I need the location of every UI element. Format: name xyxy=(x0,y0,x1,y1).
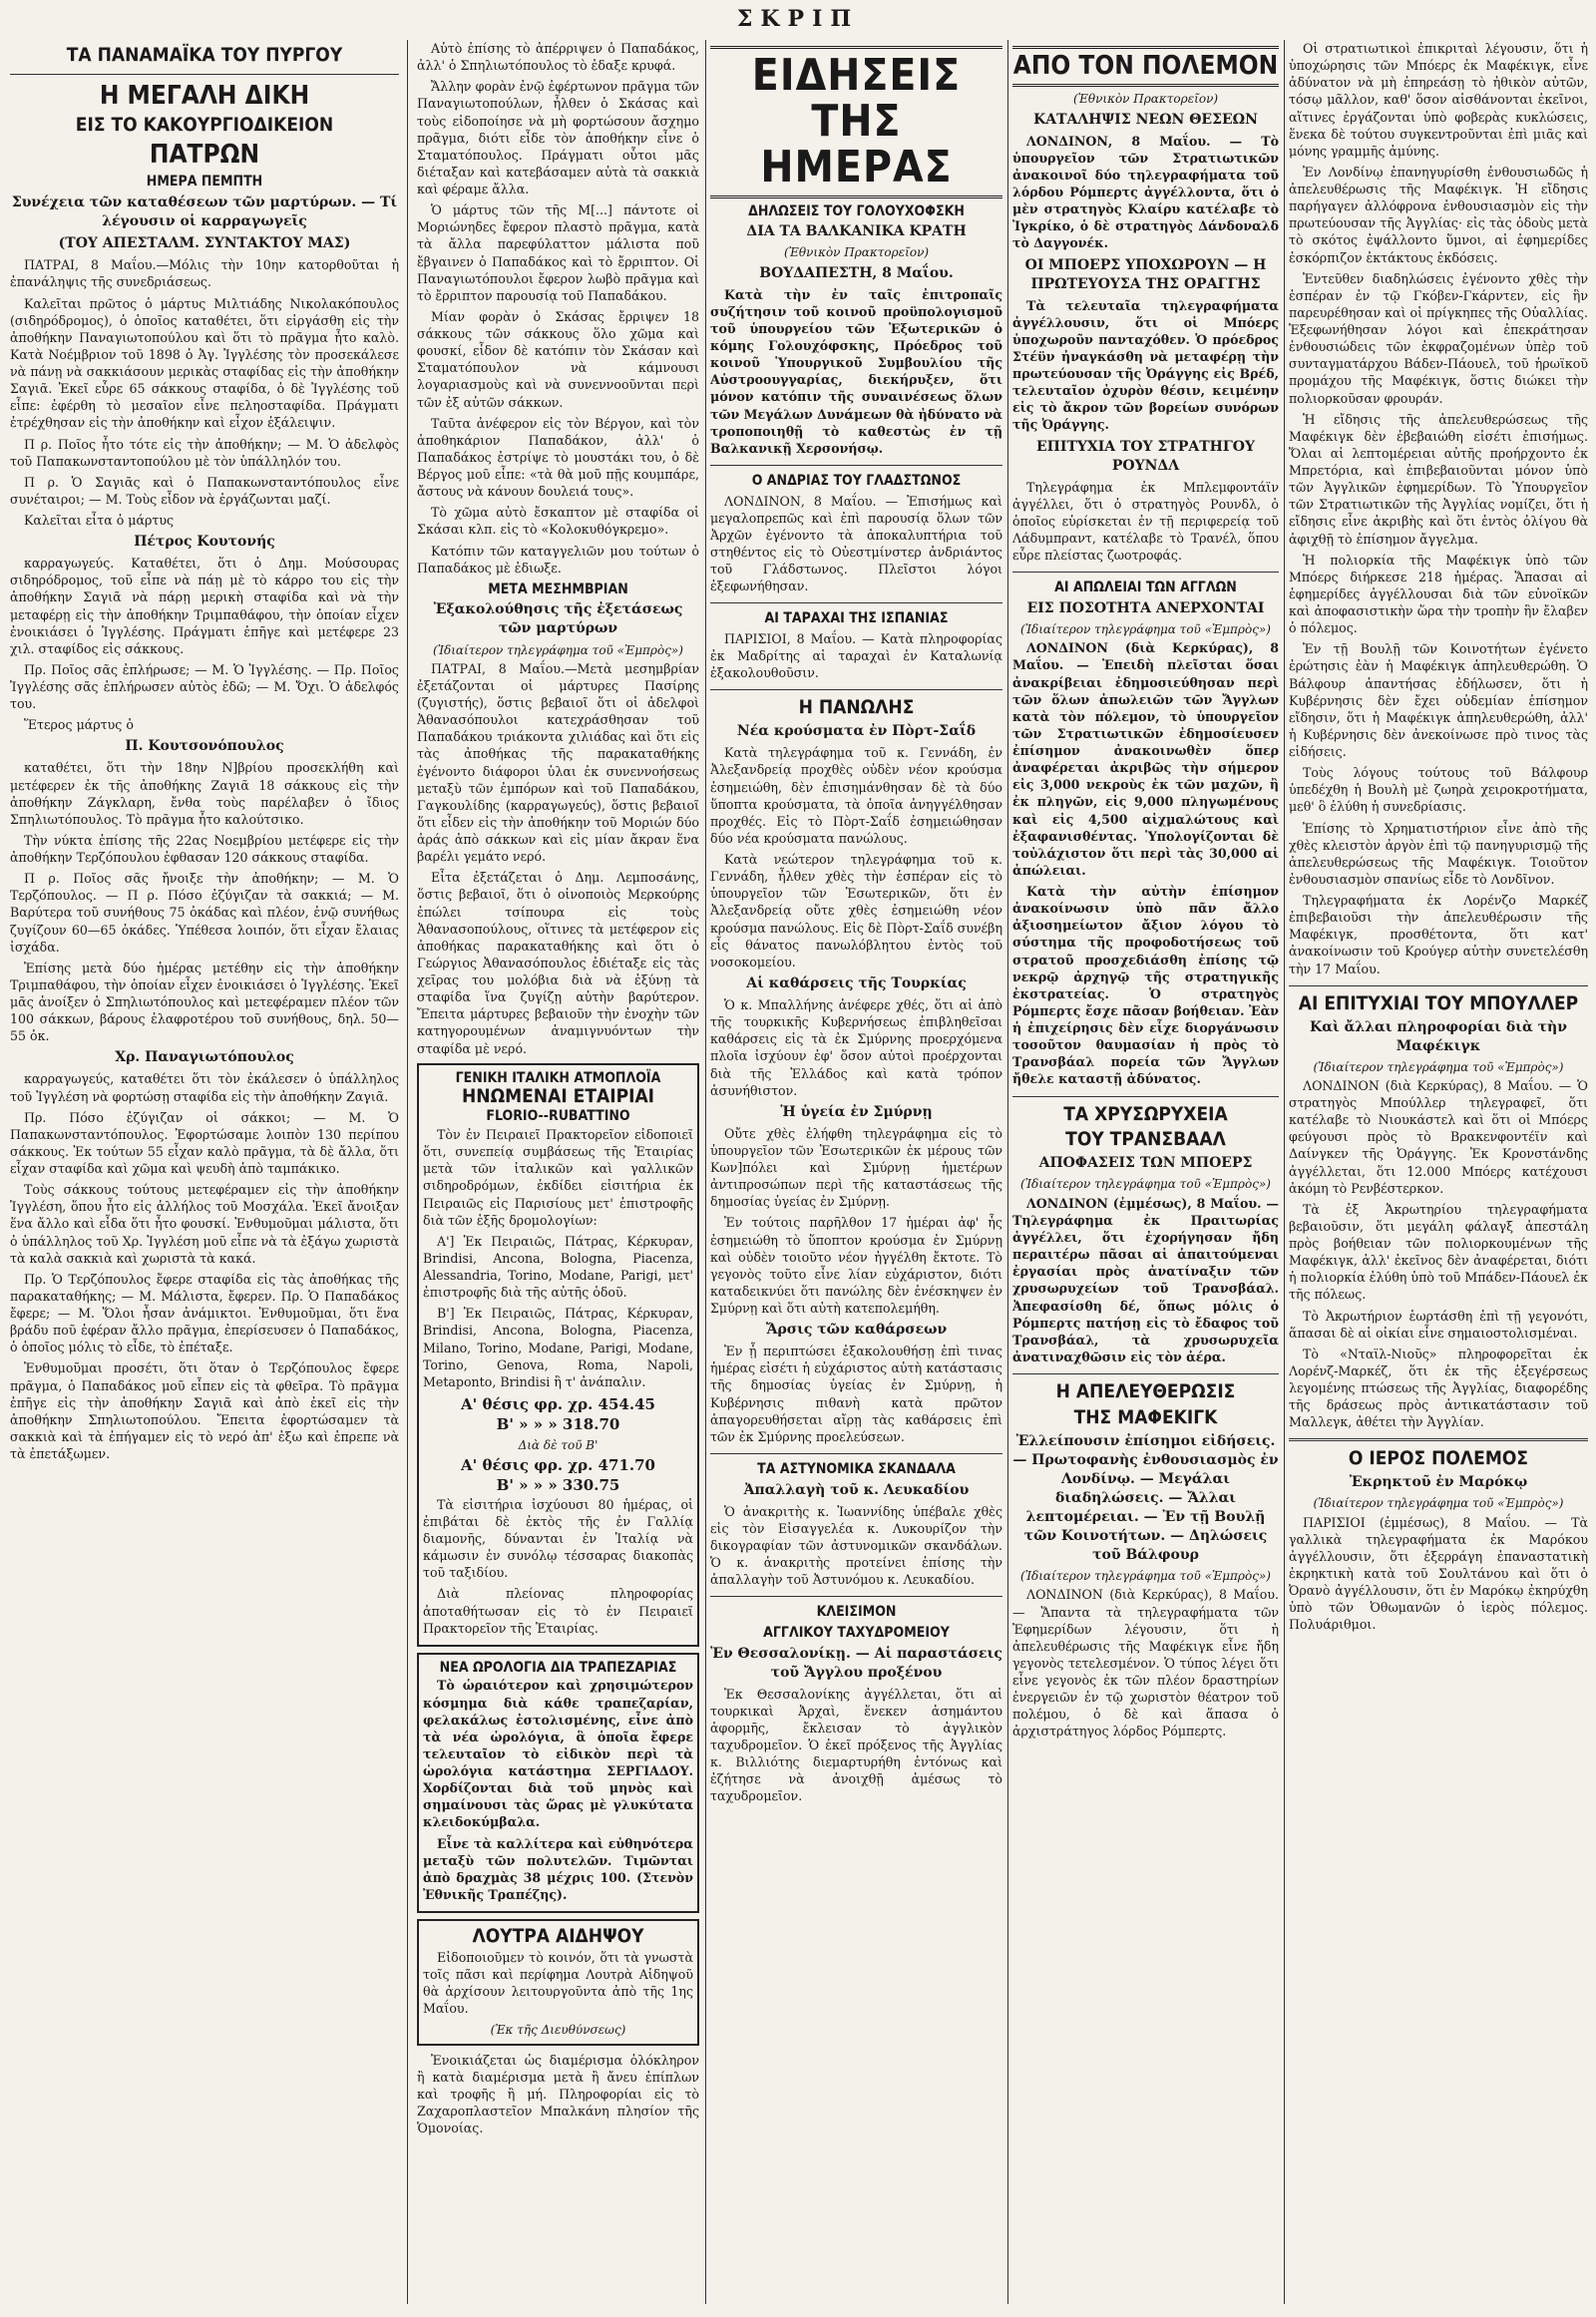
paragraph: Τὰ ἐξ Ἀκρωτηρίου τηλεγραφήματα βεβαιοῦσιν, ὅτι μεγάλη φάλαγξ ἀπεστάλη πρὸς βοήθειαν τῶν πολιορκουμένων τῆς Μαφέκιγκ, ἀλλ' ἐκεῖνος δὲν ἀναφέρεται, διότι ἡ πολιορκία ἐλύθη ὑπὸ τοῦ Μπάδεν-Πάουελ ἐκ τῆς πόλεως. xyxy=(1289,1201,1588,1303)
paragraph: Ἐν Λονδίνῳ ἐπανηγυρίσθη ἐνθουσιωδῶς ἡ ἀπελευθέρωσις τῆς Μαφέκιγκ. Ἡ εἴδησις παρήγαγεν ἀλλόφρονα ἐνθουσιασμὸν εἰς τὴν πρωτεύουσαν τῆς Ἀγγλίας· εἰς τὰς ὁδοὺς μετὰ τὸ σκότος ἐψάλλοντο ὕμνοι, αἱ ἐφημερίδες ἐσκόρπιζον ἐκτάκτους ἐκδόσεις. xyxy=(1289,164,1588,265)
subheading: (Ἰδιαίτερον τηλεγράφημα τοῦ «Ἐμπρὸς») xyxy=(1020,1569,1271,1584)
divider xyxy=(10,74,399,75)
headline: Η ΜΕΓΑΛΗ ΔΙΚΗ xyxy=(99,80,310,111)
paragraph: Ταῦτα ἀνέφερον εἰς τὸν Βέργον, καὶ τὸν ἀποθηκάριον Παπαδάκον, ἀλλ' ὁ Παπαδάκος ἐστρίψε τὸ μουστάκι του, ὁ δὲ Βέργος μοῦ εἶπε: «τὰ θὰ μοῦ πῇς κουμπάρε, ἄστους νὰ κάνουν δουλειά τους». xyxy=(417,415,699,500)
paragraph: Καλεῖται πρῶτος ὁ μάρτυς Μιλτιάδης Νικολακόπουλος (σιδηρόδρομος), ὁ ὁποῖος καταθέτει, ὅτι εἰργάσθη εἰς τὴν ἀποθήκην Παναγιωτοπούλου καὶ ὅτι τὸ πρᾶγμα ἦτο καλὸ. Κατὰ Νοέμβριον τοῦ 1898 ὁ Ἀγ. Ἰγγλέσης τὸν προσεκάλεσε νὰ πάνῃ νὰ σακκιάσουν μερικὰς σταφίδας εἰς τὴν ἀποθήκην Σαγιᾶ. Ἐκεῖ εὗρε 65 σάκκους σταφίδα, ὁ δὲ Ἰγγλέσης τοῦ εἶπε: ἐφέρθη τὸ μεσαῖον εἶνε πεληοσταφίδα. Πράγματι ἐτρέχθησαν εἰς τὴν ἀποθήκην καὶ εἶχον ἐξάλειψιν. xyxy=(10,295,399,431)
paragraph: καρραγωγεύς. Καταθέτει, ὅτι ὁ Δημ. Μούσουρας σιδηρόδρομος, τοῦ εἶπε νὰ πάῃ μὲ τὸ κάρρο του εἰς τὴν ἀποθήκην Σαγιᾶ νὰ πάρῃ μερικὴ σταφίδα καὶ νὰ τὴν μεταφέρῃ εἰς τὴν ἀποθήκην Τριμπαθάφου, τὴν ὁποίαν εἶχεν ἐνοικιάσει ὁ Ἰγγλέσης. Πράγματι ἐπῆγε καὶ μετέφερε 23 χιλ. σταφίδος εἰς σάκκους. xyxy=(10,556,399,656)
ad-headline: ΛΟΥΤΡΑ ΑΙΔΗΨΟΥ xyxy=(472,1925,644,1948)
subheading: (Ἰδιαίτερον τηλεγράφημα τοῦ «Ἐμπρὸς») xyxy=(1313,1496,1564,1511)
price-line: Β' » » » 318.70 xyxy=(496,1415,620,1434)
paragraph: Πρ. Ὁ Τερζόπουλος ἔφερε σταφίδα εἰς τὰς ἀποθήκας τῆς παρακαταθήκης; — Μ. Μάλιστα, ἔφερεν. Πρ. Ὁ Παπαδάκος ἔφερε; — Μ. Ὅλοι ἦσαν ἀνάμικτοι. Ἐνθυμοῦμαι, ὅτι ἕνα βράδυ ποῦ ἐφέραν ἄλλο πρᾶγμα, ἐπερίσευσεν ὁ Παπαδάκος, ὁ ὁποῖος μόλις τὸ εἶδε, τὸ ἐπέταξε. xyxy=(10,1271,399,1355)
headline: ΤΑ ΑΣΤΥΝΟΜΙΚΑ ΣΚΑΝΔΑΛΑ xyxy=(757,1460,956,1477)
witness-name: Π. Κουτσονόπουλος xyxy=(125,738,284,755)
price-line: Α' θέσις φρ. χρ. 471.70 xyxy=(461,1455,655,1474)
paragraph: Κατόπιν τῶν καταγγελιῶν μου τούτων ὁ Παπαδάκος μὲ ἐδιωξε. xyxy=(417,543,699,576)
paragraph: Ἐπίσης τὸ Χρηματιστήριον εἶνε ἀπὸ τῆς χθὲς κλειστὸν ἀργὸν ἐπὶ τῷ πανηγυρισμῷ τῆς ἀπελευθερώσεως τῆς Μαφέκιγκ. Τοιοῦτον ἐνθουσιασμὸν σπανίως εἶδε τὸ Λονδῖνον. xyxy=(1289,820,1588,887)
ad-headline: ΓΕΝΙΚΗ ΙΤΑΛΙΚΗ ΑΤΜΟΠΛΟΪΑ xyxy=(455,1069,661,1086)
paragraph: Τὴν νύκτα ἐπίσης τῆς 22ας Νοεμβρίου μετέφερε εἰς τὴν ἀποθήκην Τερζόπουλου ἑφθασαν 120 σάκκους σταφίδα. xyxy=(10,832,399,866)
subheading: Καὶ ἄλλαι πληροφορίαι διὰ τὴν Μαφέκιγκ xyxy=(1310,1018,1567,1054)
paragraph: Π ρ. Ποῖος ἦτο τότε εἰς τὴν ἀποθήκην; — Μ. Ὁ ἀδελφὸς τοῦ Παπακωνσταντοπούλου μὲ τὸν ὑπάλληλόν του. xyxy=(10,436,399,469)
dateline: ΒΟΥΔΑΠΕΣΤΗ, 8 Μαΐου. xyxy=(759,264,954,281)
paragraph: ΠΑΤΡΑΙ, 8 Μαΐου.—Μετὰ μεσημβρίαν ἐξετάζονται οἱ μάρτυρες Πασίρης (ζυγιστής), ὅστις βεβαιοῖ ὅτι οἱ ἀδελφοὶ Ἀθανασόπουλοι κατεχράσθησαν τοῦ Παπαδάκου τριάκοντα χιλιάδας καὶ ὅτι εἰς τὰς ἀποθήκας τῆς παρακαταθήκης ἐγένοντο διάφοροι ὑλαι ἐκ συνεννοήσεως μεταξὺ τῶν ἐμπόρων καὶ τοῦ Παπαδάκου, Γαγκουλίδης (καρραγωγεύς), ὅστις βεβαιοῖ ὅτι εἶδεν εἰς τὴν ἀποθήκην τοῦ Μοριών δύο ἀράς ἀπὸ σάκκων καὶ εἰς μίαν ἄκραν ἕνα βαρέλι γεμάτο νερό. xyxy=(417,660,699,865)
headline: ΑΙ ΑΠΩΛΕΙΑΙ ΤΩΝ ΑΓΓΛΩΝ xyxy=(1054,579,1237,596)
paragraph: Ἐν τῇ Βουλῇ τῶν Κοινοτήτων ἐγένετο ἐρώτησις ἐὰν ἡ Μαφέκιγκ ἀπηλευθερώθη. Ὁ Βάλφουρ ἀπαντήσας ἐδήλωσεν, ὅτι ἡ Κυβέρνησις δὲν ἔχει οὐδεμίαν ἐπίσημον εἴδησιν, ὅτι ἡ Μαφέκιγκ ἀπηλευθερώθη, ἀλλ' ἡ Κυβέρνησις δὲν ἀνεκοίνωσε πρὸ τινος τὰς εἰδήσεις. xyxy=(1289,641,1588,759)
paragraph: Κατὰ τηλεγράφημα τοῦ κ. Γεννάδη, ἐν Ἀλεξανδρείᾳ προχθὲς οὐδὲν νέον κρούσμα ἐσημειώθη, δὲν ἐπισημάνθησαν δὲ τὰ δύο ὕποπτα κρούσματα, τὰ ὁποῖα ἀνηγγέλθησαν προχθές. Εἰς τὸ Πὸρτ-Σαΐδ ἐσημειώθησαν δύο νέα κρούσματα πανώλους. xyxy=(710,745,1002,846)
divider xyxy=(710,602,1002,603)
paragraph: Ἐν τούτοις παρῆλθον 17 ἡμέραι ἀφ' ἧς ἐσημειώθη τὸ ὕποπτον κρούσμα ἐν Σμύρνῃ καὶ οὐδὲν τοιοῦτο νέον ἠγγέλθη ἔκτοτε. Τὸ γεγονὸς τοῦτο εἶνε λίαν εὐχάριστον, διότι καταδεικνύει ὅτι πανώλης δὲν ἐνέσκηψεν ἐν Σμύρνῃ καὶ ὅτι αὐτὴ κατεπολεμήθη. xyxy=(710,1215,1002,1317)
ad-headline: ΝΕΑ ΩΡΟΛΟΓΙΑ ΔΙΑ ΤΡΑΠΕΖΑΡΙΑΣ xyxy=(439,1659,677,1676)
headline: ΑΠΟ ΤΟΝ ΠΟΛΕΜΟΝ xyxy=(1012,46,1279,87)
paragraph: Ἐκ Θεσσαλονίκης ἀγγέλλεται, ὅτι αἱ τουρκικαὶ Ἀρχαὶ, ἕνεκεν ἀσημάντου ἀφορμῆς, ἔκλεισαν τὸ ἀγγλικὸν ταχυδρομεῖον. Ὁ ἐκεῖ πρόξενος τῆς Ἀγγλίας κ. Βιλλιότης διεμαρτυρήθη ἐντόνως καὶ ἐζήτησε νὰ ἀνοιχθῇ ἀμέσως τὸ ταχυδρομεῖον. xyxy=(710,1686,1002,1804)
subheading: Ἐλλείπουσιν ἐπίσημοι εἰδήσεις. — Πρωτοφανὴς ἐνθουσιασμὸς ἐν Λονδίνῳ. — Μεγάλαι διαδηλώσεις. — Ἄλλαι λεπτομέρειαι. — Ἐν τῇ Βουλῇ τῶν Κοινοτήτων. — Δηλώσεις τοῦ Βάλφουρ xyxy=(1012,1432,1279,1564)
paragraph: Ἡ πολιορκία τῆς Μαφέκιγκ ὑπὸ τῶν Μπόερς διήρκεσε 218 ἡμέρας. Ἅπασαι αἱ ἐφημερίδες ἀγγέλλουσαι διὰ τῶν εὐνοϊκῶν καὶ ἀποφασιστικὴν ὥρα τὴν τροπὴν ἣν ἔλαβεν ὁ πόλεμος. xyxy=(1289,552,1588,636)
paragraph: Κατὰ τὴν αὐτὴν ἐπίσημον ἀνακοίνωσιν ὑπὸ πᾶν ἄλλο ἀξιοσημείωτον ἄξιον λόγου τὸ σύστημα τῆς προφοδοτήσεως τοῦ στρατοῦ προσχεδιάσθη ἐπίσης τῷ νεκρῷ ἀρχηγῷ τῆς στρατηγικῆς ἐκστρατείας. Ὁ στρατηγὸς Ρόμπερτς ἔσχε πᾶσαν βοήθειαν. Ἐὰν ἡ ἐπιχείρησις δὲν εἶχε διοργάνωσιν τοσοῦτον θαυμασίαν ἡ πρὸς τὸ Τρανσβάαλ πορεία τῶν Ἄγγλων ἤθελε καταστῇ ἀδύνατος. xyxy=(1012,884,1279,1087)
paragraph: Τοὺς λόγους τούτους τοῦ Βάλφουρ ὑπεδέχθη ἡ Βουλὴ μὲ ζωηρὰ χειροκροτήματα, μεθ' ὃ ἐλύθη ἡ συνεδρίασις. xyxy=(1289,765,1588,815)
paragraph: Οἱ στρατιωτικοὶ ἐπικριταὶ λέγουσιν, ὅτι ἡ ὑποχώρησις τῶν Μπόερς ἐκ Μαφέκιγκ, εἶνε ἀδύνατον νὰ μὴ ἐπηρεάσῃ τὸ ἠθικὸν αὐτῶν, τόσῳ μᾶλλον, καθ' ὅσον αἰσθάνονται ἐκεῖνοι, αἵτινες ἐργάζονται ὑπὸ φοβερὰς κυκλώσεις, ἕνεκα δὲ τούτου συγκεντροῦνται ἐπὶ μιᾶς καὶ μόνης γραμμῆς ἀμύνης. xyxy=(1289,41,1588,159)
paragraph: Κατὰ νεώτερον τηλεγράφημα τοῦ κ. Γεννάδη, ἦλθεν χθὲς τὴν ἑσπέραν εἰς τὸ ὑπουργεῖον τῶν Ἐσωτερικῶν, ὅτι ἐν Ἀλεξανδρείᾳ οὔτε χθὲς ἐσημειώθη νέον κρούσμα πανώλους. Εἰς δὲ Πὸρτ-Σαΐδ συνέβη εἷς θάνατος πανωλόβλητου ἐντὸς τοῦ νοσοκομείου. xyxy=(710,852,1002,969)
headline: Η ΠΑΝΩΛΗΣ xyxy=(798,696,915,719)
paragraph: Ἡ εἴδησις τῆς ἀπελευθερώσεως τῆς Μαφέκιγκ δὲν ἐβεβαιώθη εἰσέτι ἐπισήμως. Ὅλαι αἱ λεπτομέρειαι αὐτῆς προήρχοντο ἐκ Μπρετόρια, καὶ ἐπιβεβαιοῦνται μόνον ὑπὸ τῶν Ἀγγλικῶν ἐφημερίδων. Τὸ Ὑπουργεῖον τῶν Στρατιωτικῶν τῆς Ἀγγλίας νομίζει, ὅτι ἡ εἴδησις εἶνε ἀκριβὴς καὶ ὅτι ἐντὸς ὀλίγου θὰ ἀφιχθῇ τὸ ἐπίσημον ἄγγελμα. xyxy=(1289,411,1588,547)
subheading: (Ἐθνικὸν Πρακτορεῖον) xyxy=(783,245,930,260)
paragraph: Ἐνθυμοῦμαι προσέτι, ὅτι ὅταν ὁ Τερζόπουλος ἔφερε πρᾶγμα, ὁ Παπαδάκος μοῦ εἶπεν εἰς τὰ φθεῖρα. Τὸ πρᾶγμα ἐπῆγε εἰς τὴν ἀποθήκην Σαγιᾶ καὶ ἀπὸ ἐκεῖ εἰς τὴν ἀποθήκην Σπηλιωτοπούλου. Ἔπειτα ἐφορτώσαμεν τὰ σακκιὰ καὶ τὰ ἐπήγαμεν εἰς τὸ νερό ἀπ' ἐξω καὶ ἐπρεπε νὰ τὰ ἐπετάξωμεν. xyxy=(10,1360,399,1462)
divider xyxy=(710,1596,1002,1597)
headline: ΑΓΓΛΙΚΟΥ ΤΑΧΥΔΡΟΜΕΙΟΥ xyxy=(763,1624,950,1641)
subheading: Διὰ δὲ τοῦ Β' xyxy=(518,1437,598,1452)
paragraph: Καλεῖται εἶτα ὁ μάρτυς xyxy=(24,513,175,528)
column-3 xyxy=(710,40,1002,2304)
ad-headline: FLORIO--RUBATTINO xyxy=(486,1108,630,1125)
subheading: (Ἰδιαίτερον τηλεγράφημα τοῦ «Ἐμπρὸς») xyxy=(1313,1059,1564,1074)
paragraph: ΠΑΤΡΑΙ, 8 Μαΐου.—Μόλις τὴν 10ην κατορθοῦται ἡ ἐπανάληψις τῆς συνεδριάσεως. xyxy=(10,257,399,290)
divider xyxy=(1289,985,1588,986)
paragraph: ΛΟΝΔΙΝΟΝ (διὰ Κερκύρας), 8 Μαΐου. — Ἅπαντα τὰ τηλεγραφήματα τῶν Ἐφημερίδων λέγουσιν, ὅτι ἡ ἀπελευθέρωσις τῆς Μαφέκιγκ εἶνε ἤδη γεγονὸς τετελεσμένον. Ὁ τύπος λέγει ὅτι εἶνε γεγονὸς ἐκ τῶν πλέον δραστηρίων ἐνεργειῶν ἐν τῷ χωριστὸν θέατρον τοῦ πολέμου, ὁ δὲ καὶ ἅπασα ὁ ἀρχιστράτηγος λόρδος Ρόμπερτς. xyxy=(1012,1587,1279,1739)
headline: ΚΛΕΙΣΙΜΟΝ xyxy=(816,1604,897,1621)
subheading: Ἐξακολούθησις τῆς ἐξετάσεως τῶν μαρτύρων xyxy=(433,601,683,637)
paragraph: Τηλεγράφημα ἐκ Μπλεμφοντάϊν ἀγγέλλει, ὅτι ὁ στρατηγὸς Ρουνδλ, ὁ ὁποῖος εὑρίσκεται ἐν τῇ περιφερείᾳ τοῦ Λάδυμπραντ, κατέλαβε τὸ Τρανέλ, ὅπου εὗρε πλείστας ζωοτροφάς. xyxy=(1012,479,1279,564)
advertisement xyxy=(417,1063,699,1647)
headline: ΤΟΥ ΤΡΑΝΣΒΑΑΛ xyxy=(1065,1128,1226,1151)
column-2 xyxy=(417,40,699,2304)
subheading: Συνέχεια τῶν καταθέσεων τῶν μαρτύρων. — Τί λέγουσιν οἱ καρραγωγεῖς xyxy=(11,194,398,230)
headline: ΜΕΤΑ ΜΕΣΗΜΒΡΙΑΝ xyxy=(488,580,628,597)
divider xyxy=(1289,1438,1588,1441)
paragraph: ΛΟΝΔΙΝΟΝ (ἐμμέσως), 8 Μαΐου. — Τηλεγράφημα ἐκ Πραιτωρίας ἀγγέλλει, ὅτι ἐχορήγησαν ἤδη περαιτέρω πᾶσαι αἱ ἀπαιτούμεναι ἐργασίαι πρὸς ἀνατίναξιν τῶν χρυσωρυχείων τοῦ Τρανσβάαλ. Ἀπεφασίσθη δέ, ὅπως μόλις ὁ Ρόμπερτς πατήσῃ εἰς τὸ ἔδαφος τοῦ Τρανσβάαλ, τὰ χρυσωρυχεῖα ἀνατιναχθῶσιν εἰς τὸν ἀέρα. xyxy=(1012,1195,1279,1364)
headline: ΤΗΣ ΜΑΦΕΚΙΓΚ xyxy=(1073,1405,1218,1428)
subheading: ΕΙΣ ΠΟΣΟΤΗΤΑ ΑΝΕΡΧΟΝΤΑΙ xyxy=(1026,599,1265,616)
headline: Η ΑΠΕΛΕΥΘΕΡΩΣΙΣ xyxy=(1055,1380,1236,1403)
divider xyxy=(1012,1373,1279,1374)
divider xyxy=(710,689,1002,690)
paragraph: Τὸ ὡραιότερον καὶ χρησιμώτερον κόσμημα διὰ κάθε τραπεζαρίαν, φελακάλως ἐστολισμένης, εἶνε ἀπὸ τὰ νέα ὡρολόγια, ἃ ὁποῖα ἔφερε τελευταῖον τὸ εἰδικὸν περὶ τὰ ὡρολόγια κατάστημα ΣΕΡΓΙΑΔΟΥ. Χορδίζονται διὰ τοῦ μηνὸς καὶ σημαίνουσι τὰς ὥρας μὲ γλυκύτατα κλειδοκύμβαλα. xyxy=(423,1678,693,1830)
subheading: Αἱ καθάρσεις τῆς Τουρκίας xyxy=(746,974,967,991)
paragraph: ΠΑΡΙΣΙΟΙ, 8 Μαΐου. — Κατὰ πληροφορίας ἐκ Μαδρίτης αἱ ταραχαὶ ἐν Καταλωνίᾳ ἐξακολουθοῦσιν. xyxy=(710,631,1002,681)
column-5 xyxy=(1289,40,1588,2304)
paragraph: Διὰ πλείονας πληροφορίας ἀποταθήτωσαν εἰς τὸ ἐν Πειραιεῖ Πρακτορεῖον τῆς Ἑταιρίας. xyxy=(423,1586,693,1636)
masthead: ΣΚΡΙΠ xyxy=(736,6,860,32)
subheading: Ἄρσις τῶν καθάρσεων xyxy=(765,1322,948,1339)
column-1 xyxy=(10,40,399,2304)
paragraph: ΛΟΝΔΙΝΟΝ, 8 Μαΐου. — Τὸ ὑπουργεῖον τῶν Στρατιωτικῶν ἀνακοινοῖ δύο τηλεγραφήματα τοῦ λόρδου Ρόμπερτς ἀγγέλλοντα, ὅτι ὁ μὲν στρατηγὸς Κλαίρυ κατέλαβε τὸ Ἰγκρίκο, ὁ δὲ στρατηγὸς Δάνδοναλδ τὸ Δαγγονέκ. xyxy=(1012,133,1279,251)
paragraph: Ἐπίσης μετὰ δύο ἡμέρας μετέθην εἰς τὴν ἀποθήκην Τριμπαθάφου, τὴν ὁποίαν εἶχεν ἐνοικιάσει ὁ Ἰγγλέσης. Ἐκεῖ μᾶς ἀνοίξεν ὁ Σπηλιωτόπουλος καὶ μετεφέραμεν πλέον τῶν 100 σάκκων, βάρους ἐλαφροτέρου τοῦ συνήθους, δηλ. 50—55 ὀκ. xyxy=(10,960,399,1044)
paragraph: Μίαν φορὰν ὁ Σκάσας ἔρριψεν 18 σάκκους τῶν σάκκους ὅλο χῶμα καὶ φουσκί, εἶδον δὲ κατόπιν τὸν Σκάσαν καὶ Σταματόπουλον νὰ κάμνουσι λογαριασμοὺς καὶ νὰ συνεννοοῦνται περὶ τῶν ἐξ αὐτῶν σάκκων. xyxy=(417,308,699,410)
column-divider xyxy=(705,40,706,2304)
paragraph: Π ρ. Ποῖος σᾶς ἤνοιξε τὴν ἀποθήκην; — Μ. Ὁ Τερζόπουλος. — Π ρ. Πόσο ἐζύγιζαν τὰ σακκιά; — Μ. Βαρύτερα τοῦ συνήθους 75 ὀκάδας καὶ πλέον, ἐνῷ συνήθως ζυγίζουν 60—65 ὀκάδες. Ὑπέθεσα λοιπόν, ὅτι εἶχαν ἔλαιας ἰσχάδα. xyxy=(10,871,399,955)
paragraph: Β'] Ἐκ Πειραιῶς, Πάτρας, Κέρκυραν, Brindisi, Ancona, Bologna, Piacenza, Milano, Torino, Modane, Parigi, Modane, Torino, Genova, Roma, Napoli, Metaponto, Brindisi ἢ τ' ἀνάπαλιν. xyxy=(423,1306,693,1389)
headline: ΔΗΛΩΣΕΙΣ ΤΟΥ ΓΟΛΟΥΧΟΦΣΚΗ xyxy=(748,202,965,219)
headline: Ο ΑΝΔΡΙΑΣ ΤΟΥ ΓΛΑΔΣΤΩΝΟΣ xyxy=(751,472,962,489)
paragraph: Εἰδοποιοῦμεν τὸ κοινόν, ὅτι τὰ γνωστὰ τοῖς πᾶσι καὶ περίφημα Λουτρὰ Αἰδηψοῦ θὰ ἀρχίσουν λειτουργοῦντα ἀπὸ τῆς 1ης Μαΐου. xyxy=(423,1950,693,2017)
paragraph: Ἐν ᾗ περιπτώσει ἐξακολουθήσῃ ἐπὶ τινας ἡμέρας εἰσέτι ἡ εὐχάριστος αὐτὴ κατάστασις τῆς δημοσίας ὑγείας ἐν Σμύρνῃ, ἡ Κυβέρνησις πιθανὴ κατὰ πρῶτον ἀπαγορευθήσεται αἴρῃ τὰς καθάρσεις ἐπὶ τῶν ἐκ Σμύρνης προελεύσεων. xyxy=(710,1344,1002,1444)
subheading: Ἀπαλλαγὴ τοῦ κ. Λευκαδίου xyxy=(743,1481,970,1498)
divider xyxy=(1012,1096,1279,1097)
paragraph: Οὔτε χθὲς ἐλήφθη τηλεγράφημα εἰς τὸ ὑπουργεῖον τῶν Ἐσωτερικῶν ἐκ μέρους τῶν Κων]πόλει καὶ Σμύρνῃ ἡμετέρων ἀντιπροσώπων περὶ τῆς καταστάσεως τῆς δημοσίας ὑγείας ἐν Σμύρνῃ. xyxy=(710,1125,1002,1210)
subheading: (Ἰδιαίτερον τηλεγράφημα τοῦ «Ἐμπρὸς») xyxy=(433,642,683,657)
paragraph: Κατὰ τὴν ἐν ταῖς ἐπιτροπαῖς συζήτησιν τοῦ κοινοῦ προϋπολογισμοῦ τοῦ ὑπουργείου τῶν Ἐξωτερικῶν ὁ κόμης Γολουχόφσκης, Πρόεδρος τοῦ κοινοῦ Ὑπουργικοῦ Συμβουλίου τῆς Αὐστροουγγαρίας, διεκήρυξεν, ὅτι μόνον κατόπιν τῆς συναινέσεως ὅλων τῶν Μεγάλων Δυνάμεων θὰ ἠδύνατο νὰ τροποποιηθῇ τὸ καθεστὼς ἐν τῇ Βαλκανικῇ Χερσονήσῳ. xyxy=(710,286,1002,456)
price-line: Α' θέσις φρ. χρ. 454.45 xyxy=(461,1394,655,1413)
advertisement xyxy=(417,1653,699,1913)
paragraph: Ἕτερος μάρτυς ὁ xyxy=(24,717,134,733)
column-divider xyxy=(407,40,408,2304)
paragraph: καρραγωγεύς, καταθέτει ὅτι τὸν ἐκάλεσεν ὁ ὑπάλληλος τοῦ Ἰγγλέση νὰ φορτώσῃ σταφίδα εἰς τὴν ἀποθήκην Ζαγιᾶ. xyxy=(10,1071,399,1104)
paragraph: Ὁ ἀνακριτὴς κ. Ἰωαννίδης ὑπέβαλε χθὲς εἰς τὸν Εἰσαγγελέα κ. Λυκουρίζον τὴν δικογραφίαν τῶν ἀστυνομικῶν σκανδάλων. Ὁ κ. ἀνακριτὴς προτείνει ἐπίσης τὴν ἀπαλλαγὴν τοῦ Ἀστυνόμου κ. Λευκαδίου. xyxy=(710,1503,1002,1588)
subheading: (Ἐθνικὸν Πρακτορεῖον) xyxy=(1072,92,1219,107)
subheading: (Ἰδιαίτερον τηλεγράφημα τοῦ «Ἐμπρὸς») xyxy=(1020,1177,1271,1192)
paragraph: ΛΟΝΔΙΝΟΝ (διὰ Κερκύρας), 8 Μαΐου. — Ἐπειδὴ πλεῖσται ὅσαι ἀνακρίβειαι ἐδημοσιεύθησαν περὶ τῶν ὅλων ἀπωλειῶν τῶν Ἄγγλων κατὰ τὸν πόλεμον, τὸ ὑπουργεῖον τῶν Στρατιωτικῶν ἐδημοσίευσεν ἐπίσημον ἀνακοινωθὲν ὅπερ ἀναφέρεται ἀκριβῶς τὴν σήμερον εἰς 3,000 νεκροὺς ἐκ τῶν μαχῶν, ἢ ἐκ πληγῶν, εἰς 9,000 πληγωμένους καὶ εἰς 4,500 αἰχμαλώτους καὶ ἐξαφανισθέντας. Ὑπολογίζονται δὲ τοὐλάχιστον ὅτι περὶ τὰς 30,000 αἱ ἀπώλειαι. xyxy=(1012,640,1279,878)
subheading: Ἐκρηκτοῦ ἐν Μαρόκῳ xyxy=(1349,1474,1528,1491)
column-divider xyxy=(1007,40,1008,2304)
paragraph: Εἶνε τὰ καλλίτερα καὶ εὐθηνότερα μεταξὺ τῶν πολυτελῶν. Τιμῶνται ἀπὸ δραχμὰς 38 μέχρις 100. (Στενὸν Ἐθνικῆς Τραπέζης). xyxy=(423,1835,693,1902)
headline: ΤΑ ΠΑΝΑΜΑΪΚΑ ΤΟΥ ΠΥΡΓΟΥ xyxy=(66,44,343,66)
divider xyxy=(710,1453,1002,1454)
paragraph: Τὰ τελευταῖα τηλεγραφήματα ἀγγέλλουσιν, ὅτι οἱ Μπόερς ὑποχωροῦν πανταχόθεν. Ὁ πρόεδρος Στέϋν ἠναγκάσθη νὰ μεταφέρῃ τὴν πρωτεύουσαν τῆς Ὀράγγης εἰς Βρέδ, τελευταῖον ὀχυρὸν θέσιν, κειμένην εἰς τὸ ἄκρον τῶν βορείων συνόρων τῆς Ὀράγγης. xyxy=(1012,297,1279,433)
subheading: Ἡ ὑγεία ἐν Σμύρνῃ xyxy=(780,1103,933,1120)
headline: Ο ΙΕΡΟΣ ΠΟΛΕΜΟΣ xyxy=(1348,1447,1529,1470)
paragraph: Τοὺς σάκκους τούτους μετεφέραμεν εἰς τὴν ἀποθήκην Ἰγγλέση, ὅπου ἦτο εἰς ἀλλήλος τοῦ Μοσχάλα. Ἐκεῖ ἄνοιξαν ἕνα ἄλλο καὶ εἶδα ὅτι ἦτο φουσκί. Ἐνθυμοῦμαι μάλιστα, ὅτι ὁ ὑπάλληλος τοῦ Χρ. Ἰγγλέση μοῦ εἶπε νὰ τὰ ἐξάγω χωριστὰ τὰ καλὰ σακκιὰ καὶ χωριστὰ τὰ κακά. xyxy=(10,1182,399,1266)
paragraph: Ἄλλην φορὰν ἐνῷ ἐφέρτωνον πρᾶγμα τῶν Παναγιωτοπούλων, ἦλθεν ὁ Σκάσας καὶ τοὺς εἰδοποίησε νὰ μὴ φορτώσουν ἄσχημο πρᾶγμα, διότι εἶδε τὸν ἀποθήκην εἶνε ὁ Σταματόπουλος. Πράγματι οὗτοι μᾶς διέταξαν καὶ κατεβάσαμεν αὐτὰ τὰ σακκιὰ καὶ φέραμε ἄλλα. xyxy=(417,79,699,196)
paragraph: Ὁ κ. Μπαλλήνης ἀνέφερε χθές, ὅτι αἱ ἀπὸ τῆς τουρκικῆς Κυβερνήσεως ἐπιβληθεῖσαι καθάρσεις εἰς τὰ ἐκ Σμύρνης προερχόμενα πλοῖα ἰσχύουν ἐφ' ὅσον αὐτοὶ προέρχονται διὰ τῆς Ἑλλάδος καὶ κατὰ τρόπον ἀσυνήθιστον. xyxy=(710,997,1002,1098)
paragraph: Α'] Ἐκ Πειραιῶς, Πάτρας, Κέρκυραν, Brindisi, Ancona, Bologna, Piacenza, Alessandria, Torino, Modane, Parigi, μετ' ἐπιστροφῆς διὰ τῆς αὐτῆς ὁδοῦ. xyxy=(423,1233,693,1301)
paragraph: Τηλεγραφήματα ἐκ Λορένζο Μαρκέζ ἐπιβεβαιοῦσι τὴν ἀπελευθέρωσιν τῆς Μαφέκιγκ, προσθέτοντα, ὅτι κατ' ἀνακοίνωσιν τοῦ Κρούγερ αὐτὴν συνετελέσθη τὴν 17 Μαΐου. xyxy=(1289,893,1588,976)
paragraph: Τὸν ἐν Πειραιεῖ Πρακτορεῖον εἰδοποιεῖ ὅτι, συνεπείᾳ συμβάσεως τῆς Ἑταιρίας μετὰ τῶν ἰταλικῶν καὶ γαλλικῶν σιδηροδρόμων, ἐκδίδει εἰσιτήρια ἐκ Πειραιῶς εἰς Παρισίους μετ' ἐπιστροφῆς διὰ τῶν ἑξῆς δρομολογίων: xyxy=(423,1127,693,1228)
divider xyxy=(1012,572,1279,573)
headline: ΠΑΤΡΩΝ xyxy=(149,140,260,171)
signature: (Ἐκ τῆς Διευθύνσεως) xyxy=(490,2022,626,2037)
headline: ΤΑ ΧΡΥΣΩΡΥΧΕΙΑ xyxy=(1063,1102,1228,1125)
paragraph: ΠΑΡΙΣΙΟΙ (ἐμμέσως), 8 Μαΐου. — Τὰ γαλλικὰ τηλεγραφήματα ἐκ Μαρόκου ἀγγέλλουσιν, ὅτι ἐξερράγη ἐπαναστατικὴ ἐκρηκτικὴ κατὰ τοῦ Σουλτάνου καὶ ὅτι ὁ Ὀρανὸ ἀγγέλλουσιν, ὅτι ἐν Μαρόκῳ ἐκηρύχθη ὑπὸ τῶν Ὀθωμανῶν ὁ ἱερὸς πόλεμος. Πολυάριθμοι. xyxy=(1289,1514,1588,1633)
paragraph: Τὰ εἰσιτήρια ἰσχύουσι 80 ἡμέρας, οἱ ἐπιβάται δὲ ἐκτὸς τῆς ἐν Γαλλίᾳ διαμονῆς, δύνανται ἐν Ἰταλίᾳ νὰ κάμωσιν ἐν συνόλῳ τέσσαρας διακοπὰς τοῦ ταξιδίου. xyxy=(423,1496,693,1581)
column-4 xyxy=(1012,40,1279,2304)
subheading: ΕΠΙΤΥΧΙΑ ΤΟΥ ΣΤΡΑΤΗΓΟΥ ΡΟΥΝΔΛ xyxy=(1036,438,1255,474)
subheading: Νέα κρούσματα ἐν Πὸρτ-Σαΐδ xyxy=(736,723,977,740)
paragraph: Τὸ χῶμα αὐτὸ ἔσκαπτον μὲ σταφίδα οἱ Σκάσαι κλπ. εἰς τὸ «Κολοκυθόγκρεμο». xyxy=(417,505,699,538)
subheading: Ἐν Θεσσαλονίκῃ. — Αἱ παραστάσεις τοῦ Ἄγγλου προξένου xyxy=(710,1645,1002,1681)
price-line: Β' » » » 330.75 xyxy=(496,1476,620,1495)
headline: ΑΙ ΕΠΙΤΥΧΙΑΙ ΤΟΥ ΜΠΟΥΛΛΕΡ xyxy=(1298,991,1579,1014)
witness-name: Χρ. Παναγιωτόπουλος xyxy=(115,1049,294,1066)
subheading: ΑΠΟΦΑΣΕΙΣ ΤΩΝ ΜΠΟΕΡΣ xyxy=(1038,1155,1253,1172)
paragraph: Ἐντεῦθεν διαδηλώσεις ἐγένοντο χθὲς τὴν ἑσπέραν ἐν τῷ Γκόβεν-Γκάρντεν, εἰς ἣν παρευρέθησαν καὶ οἱ πρίγκηπες τῆς Οὐαλλίας. Ἐξεφωνήθησαν λόγοι καὶ ἐπεκράτησαν ἐνθουσιώδεις τῶν ἐκφραζομένων ὑπὲρ τοῦ συνταγματάρχου Βάδεν-Πάουελ, τοῦ ἡρωϊκοῦ προμάχου τῆς Μαφέκιγκ, ὅστις διώκει τὴν πολιορκοῦσαν φρουράν. xyxy=(1289,270,1588,406)
paragraph: Ὁ μάρτυς τῶν τῆς Μ[...] πάντοτε οἱ Μοριώνηδες ἔφερον πλαστὸ πρᾶγμα, κατὰ τὰ ἄλλα παρεφύλαττον μάλιστα ποῦ ἔβγαινεν ὁ Παπαδάκος καὶ τὸ ἔρριπτον. Οἱ Παναγιωτόπουλοι ἔφερον λωβὸ πρᾶγμα καὶ τὸ ἔρριπτον παρουσίᾳ τοῦ Παπαδάκου. xyxy=(417,202,699,303)
witness-name: Πέτρος Κουτονής xyxy=(134,534,275,551)
paragraph: ΛΟΝΔΙΝΟΝ, 8 Μαΐου. — Ἐπισήμως καὶ μεγαλοπρεπῶς καὶ ἐπὶ παρουσίᾳ ὅλων τῶν Ἀρχῶν ἐγένοντο τὰ ἀποκαλυπτήρια τοῦ στηθέντος εἰς τὸ Οὐεστμίνστερ ἀνδριάντος τοῦ Γλάδστωνος. Πλεῖστοι λόγοι ἐξεφωνήθησαν. xyxy=(710,493,1002,594)
advertisement xyxy=(417,1919,699,2046)
subheading: ΚΑΤΑΛΗΨΙΣ ΝΕΩΝ ΘΕΣΕΩΝ xyxy=(1033,111,1258,128)
subheading: ΔΙΑ ΤΑ ΒΑΛΚΑΝΙΚΑ ΚΡΑΤΗ xyxy=(746,223,967,240)
paragraph: Εἶτα ἐξετάζεται ὁ Δημ. Λεμποσάνης, ὅστις βεβαιοῖ, ὅτι ὁ οἰνοποιὸς Μερκούρης ἐπώλει τσίπουρα εἰς τοὺς Ἀθανασοπούλους, οἵτινες τὰ μετέφερον εἰς ἀποθήκας παρακαταθήκης καὶ ὅτι ὁ Γεώργιος Ἀθανασόπουλος ἐδιέταξε εἰς τὰς χεῖρας του μολόβια διὰ νὰ ἐξύνῃ τὰ σταφίδα ἵνα ζυγίζῃ αὐτὴν βαρύτερον. Ἔπειτα μάρτυρες βεβαιοῦν τὴν ἐνοχὴν τῶν κατηγορουμένων ἀναμιγνυόντων τὴν σταφίδα μὲ νερό. xyxy=(417,870,699,1056)
headline: ΗΜΕΡΑ ΠΕΜΠΤΗ xyxy=(146,174,263,191)
subheading: ΟΙ ΜΠΟΕΡΣ ΥΠΟΧΩΡΟΥΝ — Η ΠΡΩΤΕΥΟΥΣΑ ΤΗΣ ΟΡΑΓΓΗΣ xyxy=(1024,256,1267,292)
ad-headline: ΗΝΩΜΕΝΑΙ ΕΤΑΙΡΙΑΙ xyxy=(461,1085,655,1108)
paragraph: Αὐτὸ ἐπίσης τὸ ἀπέρριψεν ὁ Παπαδάκος, ἀλλ' ὁ Σπηλιωτόπουλος τὸ ἐδαξε κρυφά. xyxy=(417,41,699,74)
subheading: (ΤΟΥ ΑΠΕΣΤΑΛΜ. ΣΥΝΤΑΚΤΟΥ ΜΑΣ) xyxy=(58,235,351,252)
paragraph: καταθέτει, ὅτι τὴν 18ην Ν]βρίου προσεκλήθη καὶ μετέφερεν ἐκ τῆς ἀποθήκης Ζαγιᾶ 18 σάκκους εἰς τὴν ἀποθήκην Ζάγκλαρη, ἔνθα τοὺς παρέλαβεν ὁ ἴδιος Σπηλιωτόπουλος. Τὸ πρᾶγμα ἦτο καλούτσικο. xyxy=(10,760,399,827)
paragraph: Πρ. Ποῖος σᾶς ἐπλήρωσε; — Μ. Ὁ Ἰγγλέσης. — Πρ. Ποῖος Ἰγγλέσης σᾶς ἐπλήρωσεν αὐτὸς ἐδῶ; — Μ. Ὄχι. Ὁ ἀδελφός του. xyxy=(10,661,399,712)
column-divider xyxy=(1284,40,1285,2304)
divider xyxy=(710,465,1002,466)
paragraph: Τὸ Ἀκρωτήριον ἑωρτάσθη ἐπὶ τῇ γεγονότι, ἅπασαι δὲ αἱ οἰκίαι εἶνε σημαιοστολισμέναι. xyxy=(1289,1308,1588,1341)
paragraph: Πρ. Πόσο ἐζύγιζαν οἱ σάκκοι; — Μ. Ὁ Παπακωνσταντόπουλος. Ἐφορτώσαμε λοιπὸν 130 περίπου σάκκους. Ἐκ τούτων 55 εἶχαν καλὸ πρᾶγμα, τὰ δὲ ἄλλα, ὅτι εἶχαν σταφίδα καὶ χῶμα καὶ ψευδὴ ἀπὸ ταμπάκικο. xyxy=(10,1109,399,1177)
paragraph: Τὸ «Νταϊλ-Νιοῦς» πληροφορεῖται ἐκ Λορένζ-Μαρκέζ, ὅτι ἐκ τῆς ἐξεγέρσεως λεγομένης πτώσεως τῆς Ἀγγλίας, διαφορέδης τῆς δράσεως πρὸς ἀντικατάστασιν τοῦ Μαλλεγκ, ἀθέτει τὴν Ἀγγλίαν. xyxy=(1289,1346,1588,1430)
paragraph: Π ρ. Ὁ Σαγιᾶς καὶ ὁ Παπακωνσταντόπουλος εἶνε συνέταιροι; — Μ. Τοὺς εἶδον νὰ ἐργάζωνται μαζί. xyxy=(10,474,399,507)
paragraph: Ἐνοικιάζεται ὡς διαμέρισμα ὁλόκληρον ἢ κατὰ διαμέρισμα μετὰ ἢ ἄνευ ἐπίπλων καὶ τροφῆς ἢ μή. Πληροφορίαι εἰς τὸ Ζαχαροπλαστεῖον Μπαλκάνη πλησίον τῆς Ὁμονοίας. xyxy=(417,2052,699,2136)
headline: ΑΙ ΤΑΡΑΧΑΙ ΤΗΣ ΙΣΠΑΝΙΑΣ xyxy=(764,610,949,627)
headline: ΕΙΣ ΤΟ ΚΑΚΟΥΡΓΙΟΔΙΚΕΙΟΝ xyxy=(75,114,334,137)
paragraph: ΛΟΝΔΙΝΟΝ (διὰ Κερκύρας), 8 Μαΐου. — Ὁ στρατηγὸς Μπούλλερ τηλεγραφεῖ, ὅτι κατέλαβε τὸ Νιουκάστελ καὶ ὅτι οἱ Μπόερς φεύγουσι πρὸς τὸ Βρακενφοντέϊν καὶ Δαίνγκεν τῆς Ὀράγγης. Ἐκ Κρονστάνδης ἀγγέλλεται, ὅτι 12.000 Μπόερς κατέχουσι ἀκόμη τὸ Ρενβέστερκον. xyxy=(1289,1077,1588,1196)
subheading: (Ἰδιαίτερον τηλεγράφημα τοῦ «Ἐμπρὸς») xyxy=(1020,621,1271,636)
section-title: ΕΙΔΗΣΕΙΣ ΤΗΣ ΗΜΕΡΑΣ xyxy=(710,46,1002,198)
